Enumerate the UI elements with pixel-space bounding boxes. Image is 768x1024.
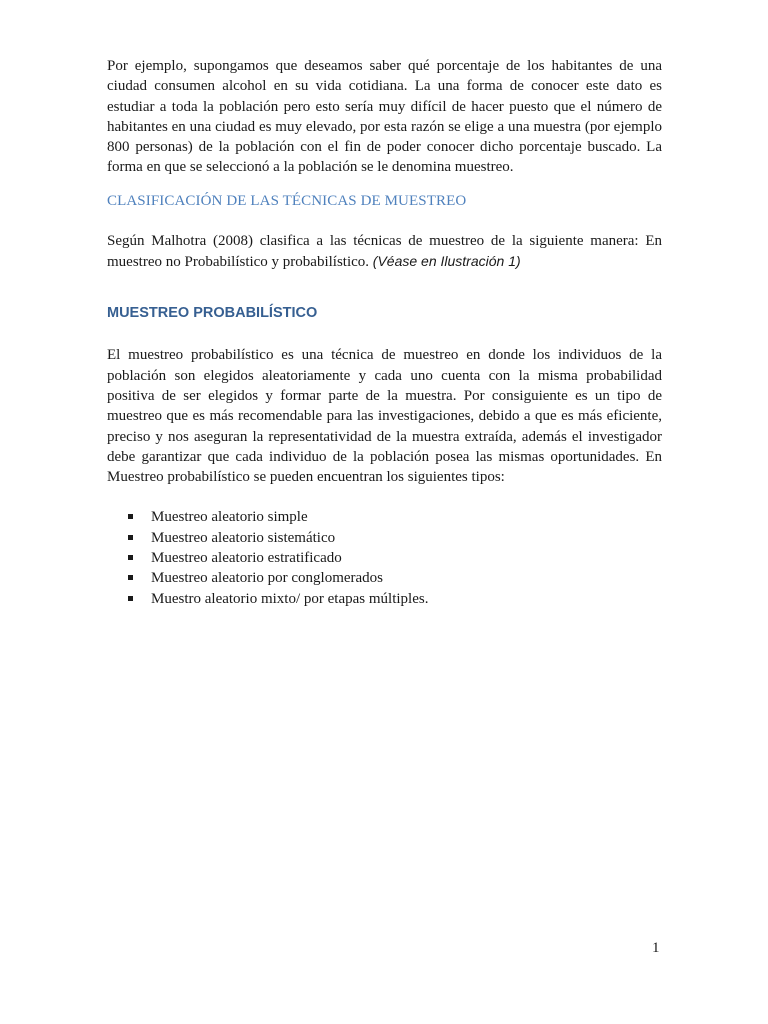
bullet-square-icon xyxy=(128,535,133,540)
page-number: 1 xyxy=(652,940,660,956)
sampling-types-list xyxy=(107,507,662,608)
list-item: Muestreo aleatorio simple xyxy=(107,507,662,527)
list-item: Muestro aleatorio mixto/ por etapas múltiples. xyxy=(107,589,662,609)
bullet-square-icon xyxy=(128,514,133,519)
bullet-square-icon xyxy=(128,596,133,601)
intro-paragraph: Por ejemplo, supongamos que deseamos saber qué porcentaje de los habitantes de una ciudad consumen alcohol en su vida cotidiana. La una forma de conocer este dato es estudiar a toda la población pero esto sería muy difícil de hacer puesto que el número de habitantes en una ciudad es muy elevado, por esta razón se elige a una muestra (por ejemplo 800 personas) de la población con el fin de poder conocer dicho porcentaje buscado. La forma en que se seleccionó a la población se le denomina muestreo. xyxy=(107,58,662,176)
list-item: Muestreo aleatorio estratificado xyxy=(107,548,662,568)
illustration-reference: (Véase en Ilustración 1) xyxy=(372,253,521,270)
bullet-square-icon xyxy=(128,555,133,560)
document-page xyxy=(107,56,662,609)
classification-paragraph xyxy=(107,231,662,273)
probabilistic-heading: MUESTREO PROBABILÍSTICO xyxy=(107,305,318,322)
bullet-square-icon xyxy=(128,575,133,580)
classification-heading: CLASIFICACIÓN DE LAS TÉCNICAS DE MUESTREO xyxy=(107,192,467,209)
classification-text: Según Malhotra (2008) clasifica a las técnicas de muestreo de la siguiente manera: En muestreo no Probabilístico y probabilístico. xyxy=(107,232,662,271)
probabilistic-paragraph: El muestreo probabilístico es una técnica de muestreo en donde los individuos de la población son elegidos aleatoriamente y cada uno cuenta con la misma probabilidad positiva de ser elegidos y formar parte de la muestra. Por consiguiente es un tipo de muestreo que es más recomendable para las investigaciones, debido a que es más eficiente, preciso y nos aseguran la representatividad de la muestra extraída, además el investigador debe garantizar que cada individuo de la población posea las mismas oportunidades. En Muestreo probabilístico se pueden encuentran los siguientes tipos: xyxy=(107,347,662,486)
list-item: Muestreo aleatorio sistemático xyxy=(107,528,662,548)
list-item: Muestreo aleatorio por conglomerados xyxy=(107,568,662,588)
